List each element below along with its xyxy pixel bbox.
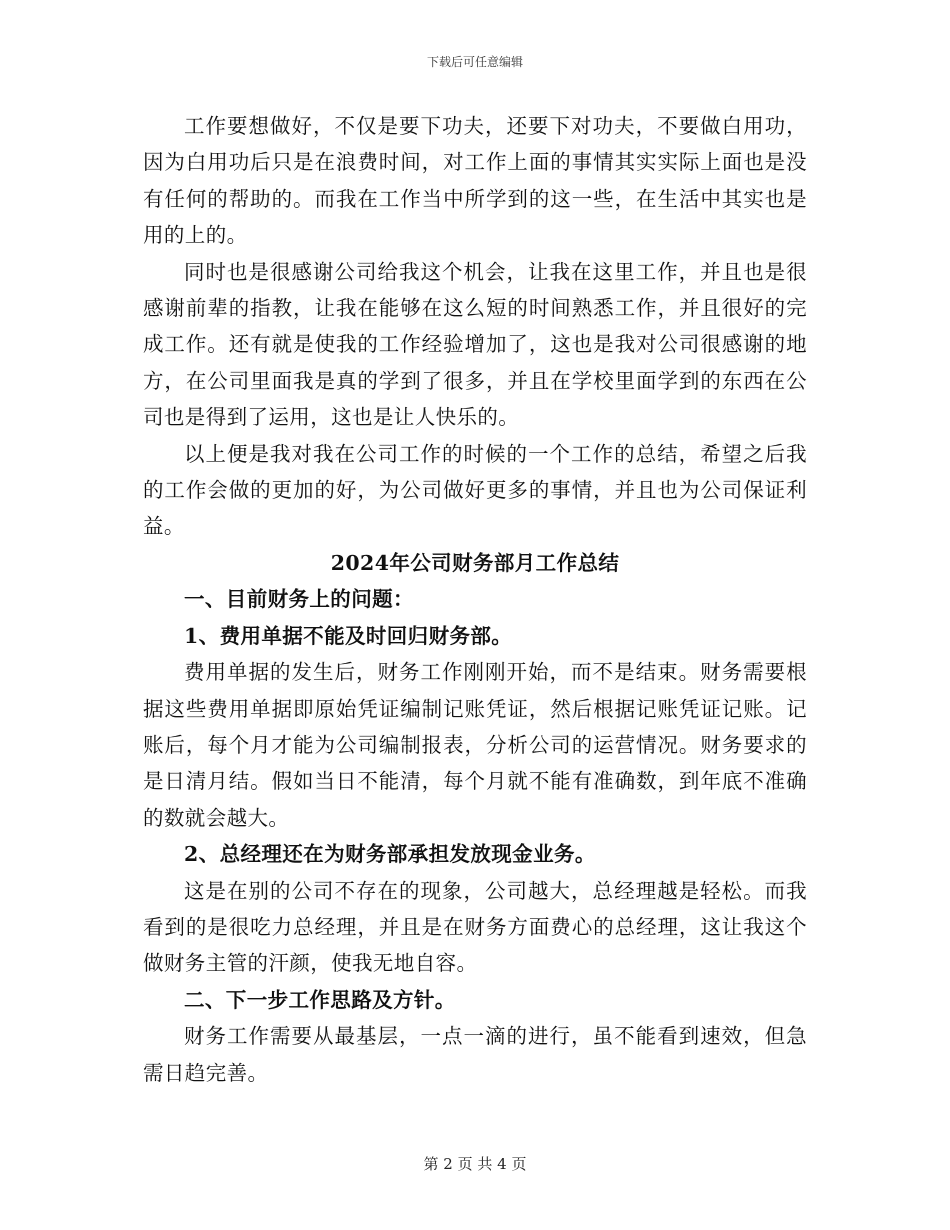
- subheading-cash-business: 2、总经理还在为财务部承担发放现金业务。: [184, 842, 596, 867]
- section-title: 2024年公司财务部月工作总结: [330, 550, 620, 575]
- paragraph-gratitude: 同时也是很感谢公司给我这个机会，让我在这里工作，并且也是很感谢前辈的指教，让我在能够在这么短的时间熟悉工作，并且很好的完成工作。还有就是使我的工作经验增加了，这也是我对公司很感谢的地方，在公司里面我是真的学到了很多，并且在学校里面学到的东西在公司也是得到了运用，这也是让人快乐的。: [143, 259, 807, 430]
- document-body: [143, 108, 807, 1091]
- paragraph-next-steps: 财务工作需要从最基层，一点一滴的进行，虽不能看到速效，但急需日趋完善。: [143, 1024, 807, 1085]
- heading-current-problems: 一、目前财务上的问题：: [184, 587, 414, 612]
- paragraph-summary: 以上便是我对我在公司工作的时候的一个工作的总结，希望之后我的工作会做的更加的好，为公司做好更多的事情，并且也为公司保证利益。: [143, 441, 807, 539]
- heading-next-steps: 二、下一步工作思路及方针。: [184, 987, 456, 1012]
- page-number: 第 2 页 共 4 页: [423, 1155, 527, 1173]
- paragraph-work-effort: 工作要想做好，不仅是要下功夫，还要下对功夫，不要做白用功，因为白用功后只是在浪费时间，对工作上面的事情其实实际上面也是没有任何的帮助的。而我在工作当中所学到的这一些，在生活中其实也是用的上的。: [143, 114, 807, 248]
- subheading-expense-receipts: 1、费用单据不能及时回归财务部。: [184, 623, 513, 648]
- paragraph-expense-receipts: 费用单据的发生后，财务工作刚刚开始，而不是结束。财务需要根据这些费用单据即原始凭证编制记账凭证，然后根据记账凭证记账。记账后，每个月才能为公司编制报表，分析公司的运营情况。财务要求的是日清月结。假如当日不能清，每个月就不能有准确数，到年底不准确的数就会越大。: [143, 660, 807, 830]
- header-note: 下载后可任意编辑: [426, 55, 523, 69]
- paragraph-cash-business: 这是在别的公司不存在的现象，公司越大，总经理越是轻松。而我看到的是很吃力总经理，并且是在财务方面费心的总经理，这让我这个做财务主管的汗颜，使我无地自容。: [143, 878, 807, 976]
